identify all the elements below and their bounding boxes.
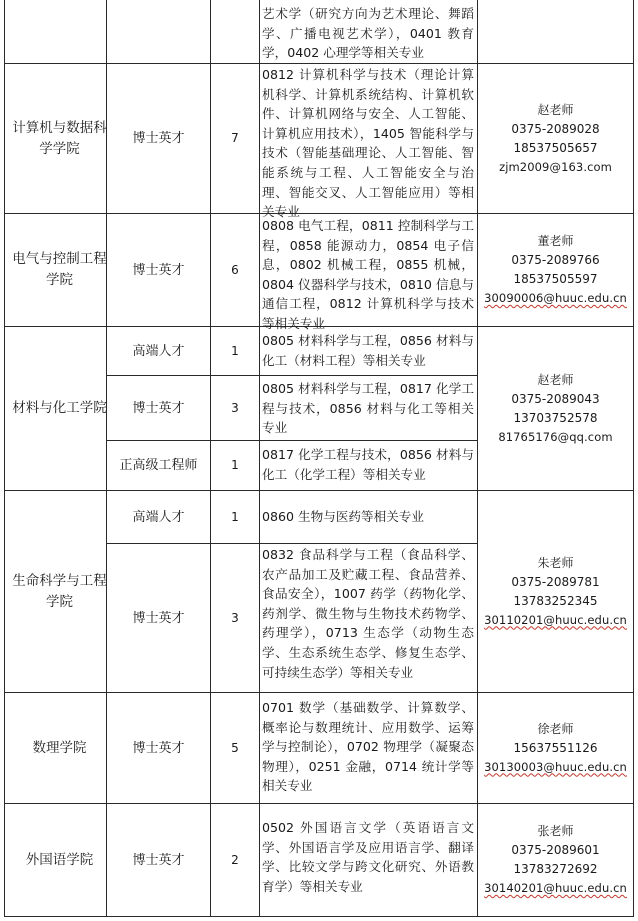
- position-type: 博士英才: [132, 262, 185, 278]
- position-count: 1: [231, 509, 239, 524]
- contact-mobile: 13783252345: [513, 593, 598, 608]
- major-text: 0701 数学（基础数学、计算数学、概率论与数理统计、应用数学、运筹学与控制论），0702 物理学（凝聚态物理），0251 金融，0714 统计学等相关专业: [262, 700, 474, 794]
- contact-phone: 0375-2089766: [511, 253, 600, 267]
- contact-name: 张老师: [537, 824, 574, 838]
- college-name: 电气与控制工程学院: [12, 251, 107, 288]
- contact-mobile: 13703752578: [513, 410, 598, 425]
- column-divider: [259, 0, 260, 917]
- major-text: 0860 生物与医药等相关专业: [262, 509, 424, 524]
- position-count: 1: [231, 343, 239, 358]
- contact-email[interactable]: 30090006@huuc.edu.cn: [484, 291, 627, 305]
- position-count: 6: [231, 262, 239, 277]
- major-text: 0817 化学工程与技术，0856 材料与化工（化学工程）等相关专业: [262, 447, 474, 482]
- contact-info: [478, 214, 633, 326]
- contact-phone: 0375-2089043: [511, 391, 600, 406]
- table-border-bottom: [4, 916, 634, 917]
- position-count: 5: [231, 740, 239, 755]
- contact-name: 董老师: [537, 234, 574, 248]
- major-text: 艺术学（研究方向为艺术理论、舞蹈学、广播电视艺术学），0401 教育学，0402 心理学等相关专业: [262, 6, 474, 61]
- college-name: 生命科学与工程学院: [12, 572, 107, 610]
- position-type: 博士英才: [132, 610, 185, 626]
- position-type: 高端人才: [132, 343, 185, 359]
- position-count: 2: [231, 852, 239, 867]
- contact-name: 赵老师: [537, 102, 574, 117]
- contact-name: 赵老师: [537, 372, 574, 387]
- contact-info: [478, 327, 633, 490]
- position-type: 博士英才: [132, 131, 185, 146]
- contact-email[interactable]: 81765176@qq.com: [498, 429, 613, 444]
- major-text: 0805 材料科学与工程，0856 材料与化工（材料工程）等相关专业: [262, 333, 474, 368]
- position-type: 博士英才: [132, 852, 185, 868]
- contact-info: [478, 64, 633, 213]
- contact-email[interactable]: 30110201@huuc.edu.cn: [484, 612, 627, 627]
- contact-email[interactable]: 30130003@huuc.edu.cn: [484, 759, 627, 774]
- contact-name: 朱老师: [537, 555, 574, 570]
- position-type: 高端人才: [132, 509, 185, 525]
- contact-mobile: 13783272692: [513, 862, 598, 876]
- contact-mobile: 18537505657: [513, 140, 598, 155]
- contact-email[interactable]: 30140201@huuc.edu.cn: [484, 881, 627, 895]
- position-type: 博士英才: [132, 400, 185, 416]
- contact-email[interactable]: zjm2009@163.com: [499, 159, 612, 174]
- contact-phone: 0375-2089028: [511, 121, 600, 136]
- contact-info: [478, 804, 633, 916]
- college-name: 计算机与数据科学学院: [12, 119, 107, 157]
- major-text: 0832 食品科学与工程（食品科学、农产品加工及贮藏工程、食品营养、食品安全），1007 药学（药物化学、药剂学、微生物与生物技术药物学、药理学），0713 生态学（动物生态学、生态系统生态学、修复生态学、可持续生态学）等相关专业: [262, 547, 474, 680]
- contact-mobile: 18537505597: [513, 272, 598, 286]
- position-count: 3: [231, 610, 239, 625]
- position-type: 正高级工程师: [119, 458, 198, 473]
- college-name: 外国语学院: [25, 851, 94, 868]
- major-text: 0812 计算机科学与技术（理论计算机科学、计算机系统结构、计算机软件、计算机网络与安全、人工智能、计算机应用技术），1405 智能科学与技术（智能基础理论、人工智能、智能系统与工程、人工智能安全与治理、智能交叉、人工智能应用）等相关专业: [262, 67, 474, 220]
- position-count: 3: [231, 400, 239, 415]
- major-text: 0805 材料科学与工程，0817 化学工程与技术，0856 材料与化工等相关专业: [262, 381, 474, 436]
- major-text: 0808 电气工程，0811 控制科学与工程，0858 能源动力，0854 电子信息，0802 机械工程，0855 机械，0804 仪器科学与技术，0810 信息与通信工程，0812 计算机科学与技术等相关专业: [262, 218, 474, 331]
- major-text: 0502 外国语言文学（英语语言文学、外国语言学及应用语言学、翻译学、比较文学与跨文化研究、外语教育学）等相关专业: [262, 820, 474, 894]
- position-count: 7: [231, 131, 239, 145]
- contact-phone: 15637551126: [513, 740, 598, 755]
- position-type: 博士英才: [132, 740, 185, 756]
- college-name: 材料与化工学院: [12, 400, 107, 416]
- contact-phone: 0375-2089601: [511, 843, 600, 857]
- table-border-right: [633, 0, 634, 917]
- contact-phone: 0375-2089781: [511, 574, 600, 589]
- contact-name: 徐老师: [537, 721, 574, 736]
- college-name: 数理学院: [32, 739, 87, 756]
- contact-info: [478, 491, 633, 692]
- contact-info: [478, 693, 633, 803]
- position-count: 1: [231, 458, 239, 472]
